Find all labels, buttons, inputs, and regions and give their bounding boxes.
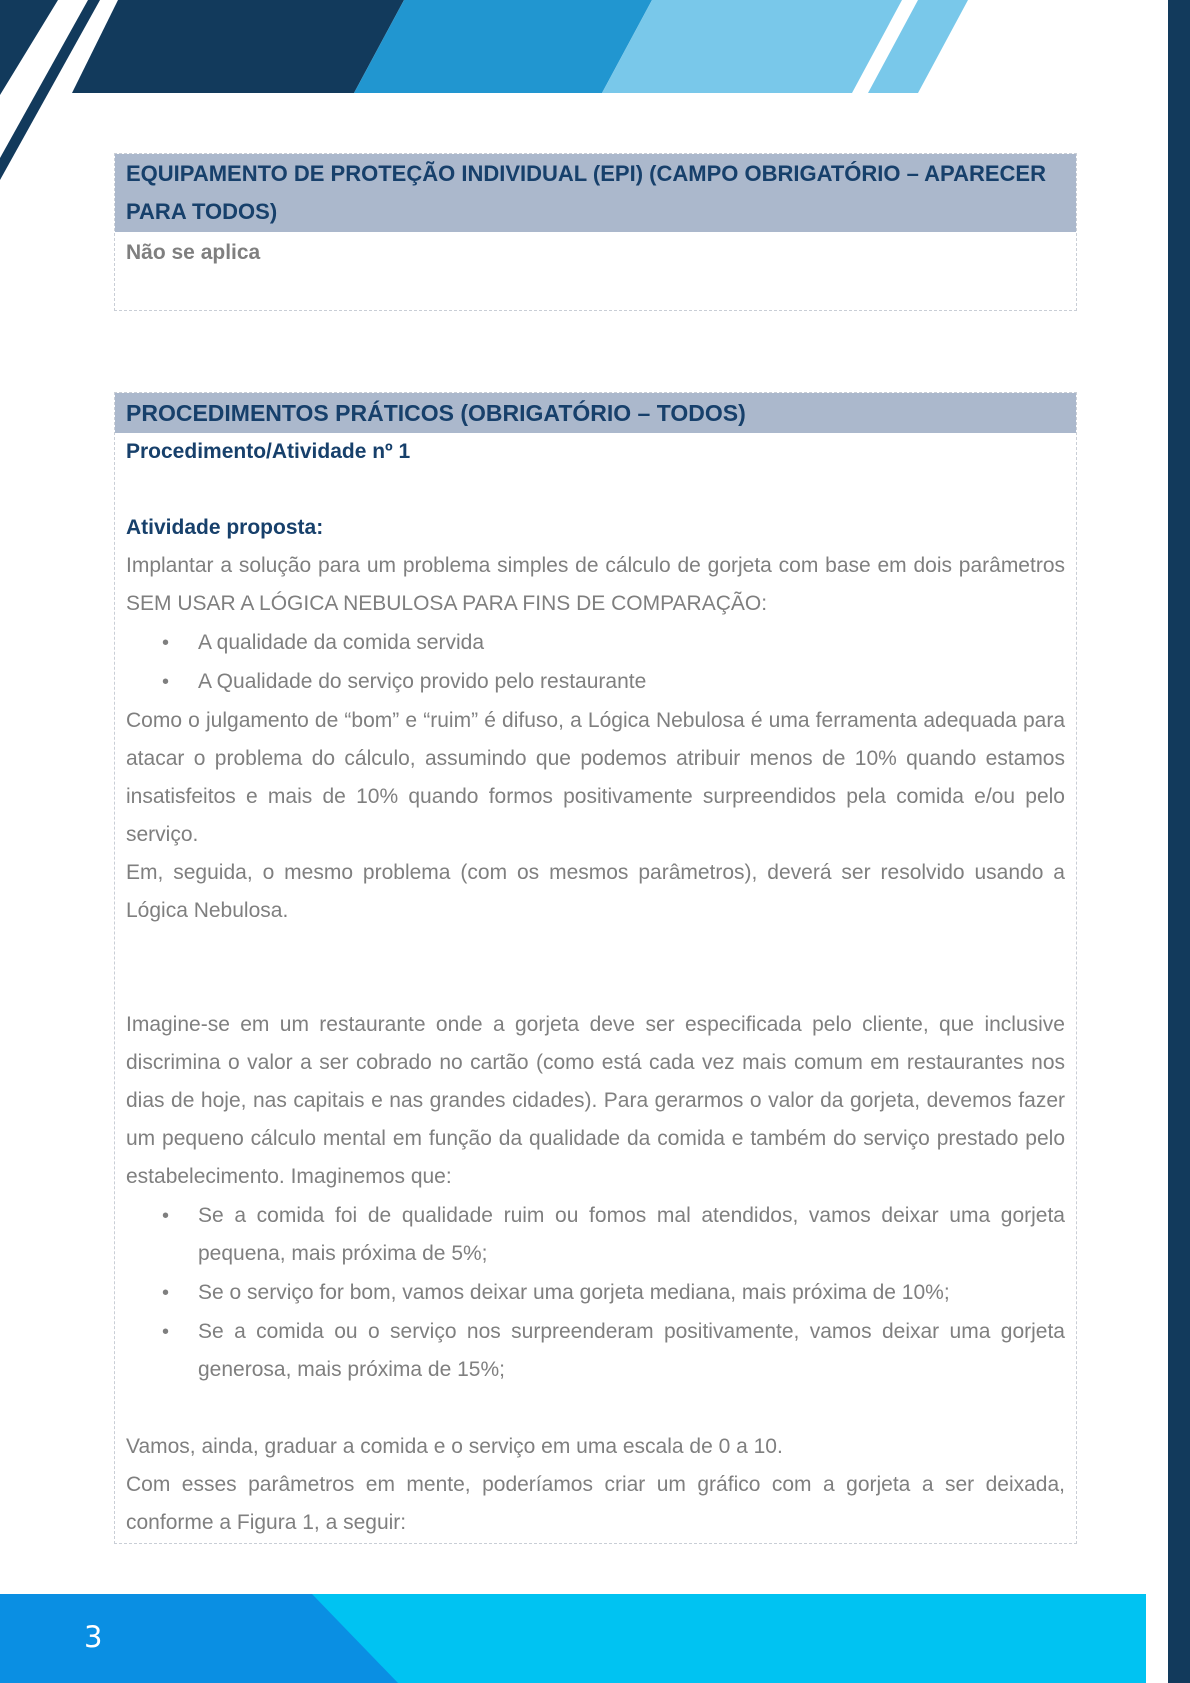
header-mid-blue-band bbox=[354, 0, 652, 93]
imagine-paragraph: Imagine-se em um restaurante onde a gorjeta deve ser especificada pelo cliente, que inclusive discrimina o valor a ser cobrado no cartão (como está cada vez mais comum em restaurantes nos dias de hoje, nas capitais e nas grandes cidades). Para gerarmos o valor da gorjeta, devemos fazer um pequeno cálculo mental em função da qualidade da comida e também do serviço prestado pelo estabelecimento. Imaginemos que: bbox=[126, 1013, 1065, 1188]
blank-line bbox=[126, 471, 1065, 509]
list-item-text: A qualidade da comida servida bbox=[198, 631, 485, 654]
intro-paragraph: Implantar a solução para um problema simples de cálculo de gorjeta com base em dois parâmetros SEM USAR A LÓGICA NEBULOSA PARA FINS DE COMPARAÇÃO: bbox=[126, 554, 1065, 615]
bullet-icon: • bbox=[162, 671, 170, 693]
bullet-icon: • bbox=[162, 1205, 170, 1227]
list-item bbox=[126, 1274, 1065, 1312]
blank-lines bbox=[126, 930, 1065, 1006]
bullet-icon: • bbox=[162, 1321, 170, 1343]
bullet-icon: • bbox=[162, 1282, 170, 1304]
page-number: 3 bbox=[84, 1620, 103, 1654]
tip-rules-list bbox=[126, 1197, 1065, 1389]
list-item bbox=[126, 1313, 1065, 1389]
figure-paragraph: Com esses parâmetros em mente, poderíamos criar um gráfico com a gorjeta a ser deixada, conforme a Figura 1, a seguir: bbox=[126, 1473, 1065, 1534]
procedure-item-heading: Procedimento/Atividade nº 1 bbox=[126, 440, 411, 463]
fuzzy-logic-paragraph: Como o julgamento de “bom” e “ruim” é difuso, a Lógica Nebulosa é uma ferramenta adequada para atacar o problema do cálculo, assumindo que podemos atribuir menos de 10% quando estamos insatisfeitos e mais de 10% quando formos positivamente surpreendidos pela comida e/ou pelo serviço. bbox=[126, 709, 1065, 846]
right-margin-gap bbox=[1146, 0, 1168, 1683]
epi-section-title: EQUIPAMENTO DE PROTEÇÃO INDIVIDUAL (EPI) (CAMPO OBRIGATÓRIO – APARECER PARA TODOS) bbox=[115, 154, 1076, 232]
footer-decoration bbox=[0, 1594, 1146, 1683]
list-item-text: Se a comida foi de qualidade ruim ou fomos mal atendidos, vamos deixar uma gorjeta pequena, mais próxima de 5%; bbox=[198, 1204, 1065, 1265]
activity-heading: Atividade proposta: bbox=[126, 516, 324, 539]
list-item-text: Se a comida ou o serviço nos surpreenderam positivamente, vamos deixar uma gorjeta generosa, mais próxima de 15%; bbox=[198, 1320, 1065, 1381]
right-edge-bar bbox=[1168, 0, 1190, 1683]
procedures-section bbox=[114, 392, 1077, 1544]
list-item-text: Se o serviço for bom, vamos deixar uma gorjeta mediana, mais próxima de 10%; bbox=[198, 1281, 950, 1304]
parameter-list bbox=[126, 624, 1065, 701]
then-paragraph: Em, seguida, o mesmo problema (com os mesmos parâmetros), deverá ser resolvido usando a Lógica Nebulosa. bbox=[126, 861, 1065, 922]
epi-value: Não se aplica bbox=[126, 241, 261, 264]
header-navy-band bbox=[72, 0, 404, 93]
list-item bbox=[126, 1197, 1065, 1273]
header-light-blue-band bbox=[602, 0, 902, 93]
epi-section bbox=[114, 153, 1077, 311]
list-item bbox=[126, 663, 1065, 701]
procedures-body bbox=[115, 433, 1076, 1542]
blank-line bbox=[126, 1390, 1065, 1428]
scale-paragraph: Vamos, ainda, graduar a comida e o serviço em uma escala de 0 a 10. bbox=[126, 1435, 783, 1458]
procedures-section-title: PROCEDIMENTOS PRÁTICOS (OBRIGATÓRIO – TODOS) bbox=[115, 393, 1076, 433]
list-item-text: A Qualidade do serviço provido pelo restaurante bbox=[198, 670, 647, 693]
list-item bbox=[126, 624, 1065, 662]
bullet-icon: • bbox=[162, 632, 170, 654]
